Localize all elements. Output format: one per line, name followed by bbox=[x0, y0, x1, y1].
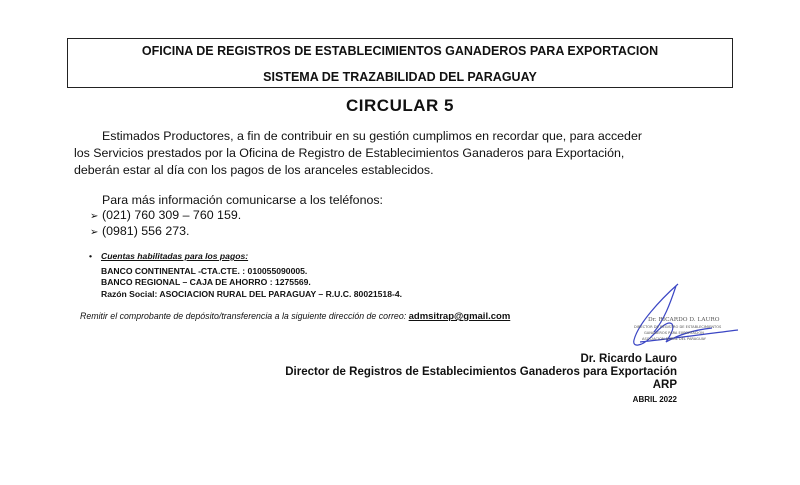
account-line: Razón Social: ASOCIACION RURAL DEL PARAGUAY – R.U.C. 80021518-4. bbox=[101, 288, 403, 299]
account-line: BANCO CONTINENTAL -CTA.CTE. : 010055090005. bbox=[101, 265, 308, 276]
contact-lead: Para más información comunicarse a los teléfonos: bbox=[102, 193, 383, 207]
signer-name: Dr. Ricardo Lauro bbox=[580, 353, 677, 365]
phone-item: ➢ (0981) 556 273. bbox=[90, 224, 590, 240]
signer-role: Director de Registros de Establecimientos Ganaderos para Exportación bbox=[285, 366, 677, 378]
phone-list bbox=[90, 208, 590, 240]
account-line: BANCO REGIONAL – CAJA DE AHORRO : 1275569. bbox=[101, 277, 311, 287]
stamp-line-4: ASOCIACION RURAL DEL PARAGUAY bbox=[642, 337, 706, 341]
stamp-name: Dr. RICARDO D. LAURO bbox=[648, 317, 720, 323]
circular-title: CIRCULAR 5 bbox=[346, 96, 454, 115]
accounts-details bbox=[89, 266, 569, 301]
bullet-icon: • bbox=[89, 251, 93, 261]
intro-line-1: Estimados Productores, a fin de contribuir en su gestión cumplimos en recordar que, para acceder bbox=[102, 129, 642, 143]
signature-block bbox=[157, 353, 677, 406]
remit-note bbox=[80, 311, 640, 322]
remit-text: Remitir el comprobante de depósito/transferencia a la siguiente dirección de correo: bbox=[80, 311, 407, 321]
signature-stroke bbox=[634, 284, 738, 345]
document-date: ABRIL 2022 bbox=[632, 395, 677, 404]
contact-section bbox=[90, 193, 590, 240]
phone-item: ➢ (021) 760 309 – 760 159. bbox=[90, 208, 590, 224]
accounts-section bbox=[89, 251, 569, 300]
stamp-line-2: DIRECTOR DE REGISTRO DE ESTABLECIMIENTOS bbox=[634, 325, 722, 329]
remit-email-link[interactable]: admsitrap@gmail.com bbox=[408, 311, 511, 322]
intro-paragraph bbox=[74, 128, 694, 179]
intro-line-2: los Servicios prestados por la Oficina de Registro de Establecimientos Ganaderos para Exportación, bbox=[74, 146, 625, 160]
accounts-heading: Cuentas habilitadas para los pagos: bbox=[101, 251, 249, 261]
intro-line-3: deberán estar al día con los pagos de los aranceles establecidos. bbox=[74, 163, 434, 177]
signer-org: ARP bbox=[652, 379, 677, 391]
header-box bbox=[67, 38, 733, 88]
header-system-title: SISTEMA DE TRAZABILIDAD DEL PARAGUAY bbox=[263, 70, 537, 84]
signature-stamp bbox=[620, 280, 750, 355]
accounts-heading-row bbox=[89, 251, 569, 263]
stamp-line-3: GANADEROS PARA EXPORTACION bbox=[644, 331, 704, 335]
header-office-title: OFICINA DE REGISTROS DE ESTABLECIMIENTOS GANADEROS PARA EXPORTACION bbox=[141, 44, 659, 58]
